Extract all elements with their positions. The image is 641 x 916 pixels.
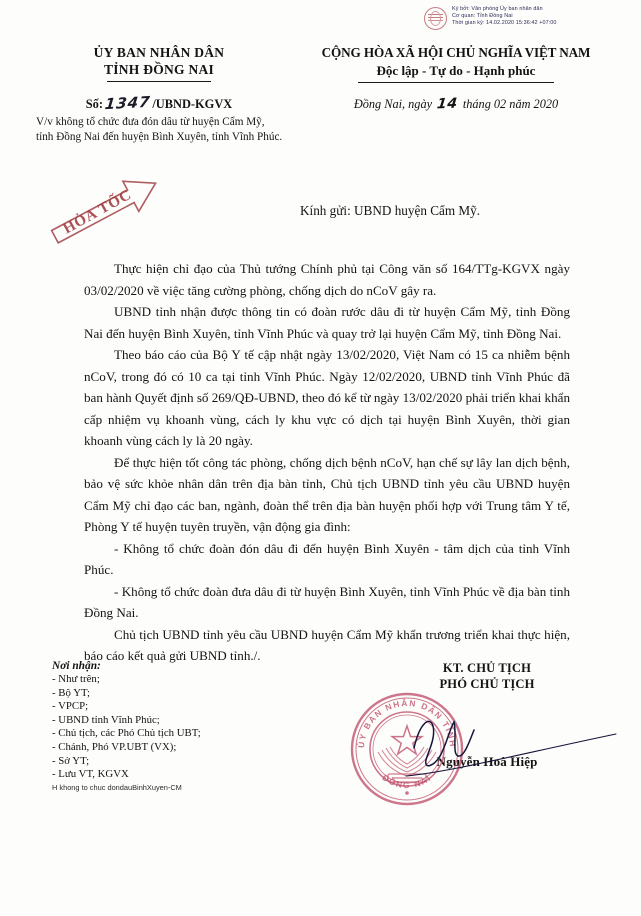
body-paragraph: Theo báo cáo của Bộ Y tế cập nhật ngày 13/02/2020, Việt Nam có 15 ca nhiễm bệnh nCoV, trong đó có 10 ca tại tỉnh Vĩnh Phúc. Ngày 12/02/2020, UBND tỉnh Vĩnh Phúc đã ban hành Quyết định số 269/QĐ-UBND, theo đó kể từ ngày 13/02/2020 phải triển khai khẩn cấp nhiệm vụ khoanh vùng, cách ly khu vực có dịch tại huyện Bình Xuyên, thời gian khoanh vùng cách ly là 20 ngày.	[84, 347, 570, 448]
organization-line-2: TỈNH ĐỒNG NAI	[103, 62, 215, 77]
document-number-handwritten: 1347	[103, 93, 152, 114]
body-paragraph: UBND tỉnh nhận được thông tin có đoàn rước dâu đi từ huyện Cẩm Mỹ, tỉnh Đồng Nai đến huyện Bình Xuyên, tỉnh Vĩnh Phúc và quay trở lại huyện Cẩm Mỹ, tỉnh Đồng Nai.	[84, 304, 570, 341]
header-issuing-authority	[34, 44, 284, 144]
header-divider-right	[358, 82, 554, 83]
body-paragraph: Thực hiện chỉ đạo của Thủ tướng Chính phủ tại Công văn số 164/TTg-KGVX ngày 03/02/2020 về việc tăng cường phòng, chống dịch do nCoV gây ra.	[84, 261, 570, 298]
body-paragraph: Chủ tịch UBND tỉnh yêu cầu UBND huyện Cẩm Mỹ khẩn trương triển khai thực hiện, báo cáo kết quả gửi UBND tỉnh./.	[84, 626, 570, 663]
digital-signature-signer: Ký bởi: Văn phòng Ủy ban nhân dân	[452, 6, 543, 12]
date-prefix: Đồng Nai, ngày	[353, 97, 433, 112]
signer-name: Nguyễn Hoà Hiệp	[436, 754, 538, 769]
signer-role-line-1: KT. CHỦ TỊCH	[442, 661, 532, 675]
recipient-line: Kính gửi: UBND huyện Cẩm Mỹ.	[300, 203, 481, 218]
list-item: - VPCP;	[52, 700, 89, 713]
list-item: - Chủ tịch, các Phó Chủ tịch UBT;	[52, 727, 201, 740]
svg-text:ỦY BAN NHÂN DÂN TỈNH: ỦY BAN NHÂN DÂN TỈNH	[355, 697, 459, 749]
date-year: năm 2020	[509, 97, 559, 112]
digital-signature-text	[452, 6, 557, 28]
signature-block	[372, 660, 602, 770]
recipients-title: Nơi nhận:	[52, 660, 101, 672]
list-item: - UBND tỉnh Vĩnh Phúc;	[52, 713, 160, 726]
file-reference-note: H khong to chuc dondauBinhXuyen-CM	[52, 782, 182, 792]
recipients-block	[52, 660, 292, 793]
list-item: - Bộ YT;	[52, 686, 90, 699]
list-item: - Chánh, Phó VP.UBT (VX);	[52, 740, 177, 753]
date-month: tháng 02	[462, 97, 507, 112]
document-footer	[0, 660, 641, 820]
document-subject: V/v không tổ chức đưa đón dâu từ huyện Cẩm Mỹ, tỉnh Đồng Nai đến huyện Bình Xuyên, tỉnh Vĩnh Phúc.	[36, 116, 283, 143]
national-motto: Độc lập - Tự do - Hạnh phúc	[376, 63, 536, 78]
urgent-stamp	[44, 176, 172, 250]
urgent-arrow-icon	[44, 176, 172, 250]
list-item: - Như trên;	[52, 673, 100, 685]
date-line	[288, 96, 624, 112]
document-number-prefix: Số:	[85, 97, 103, 112]
list-item: - Sở YT;	[52, 754, 90, 767]
organization-line-1: ỦY BAN NHÂN DÂN	[93, 45, 225, 60]
digital-signature-timestamp: Thời gian ký: 14.02.2020 15:36:42 +07:00	[452, 20, 557, 27]
header-divider-left	[107, 81, 211, 82]
date-day-handwritten: 14	[436, 95, 459, 113]
list-item: - Lưu VT, KGVX	[52, 768, 129, 781]
digital-signature-agency: Cơ quan: Tỉnh Đồng Nai	[452, 13, 513, 20]
nation-name: CỘNG HÒA XÃ HỘI CHỦ NGHĨA VIỆT NAM	[321, 45, 591, 60]
svg-text:ĐỒNG NAI: ĐỒNG NAI	[380, 772, 434, 791]
digital-signature-seal-icon	[424, 7, 447, 30]
body-bullet-item: - Không tổ chức đoàn đón dâu đi đến huyện Bình Xuyên - tâm dịch của tỉnh Vĩnh Phúc.	[84, 540, 570, 577]
document-body	[84, 258, 570, 667]
digital-signature-banner	[424, 6, 557, 30]
body-paragraph: Để thực hiện tốt công tác phòng, chống dịch bệnh nCoV, hạn chế sự lây lan dịch bệnh, bảo vệ sức khỏe nhân dân trên địa bàn tỉnh, Chủ tịch UBND tỉnh yêu cầu UBND huyện Cẩm Mỹ chỉ đạo các ban, ngành, đoàn thể trên địa bàn huyện phối hợp với Trung tâm Y tế, Phòng Y tế huyện tuyên truyền, vận động gia đình:	[84, 454, 570, 534]
document-number-suffix: /UBND-KGVX	[152, 97, 233, 112]
document-number	[34, 94, 284, 112]
urgent-stamp-label: HỎA TỐC	[60, 186, 135, 238]
header-national-title	[288, 44, 624, 112]
body-bullet-item: - Không tổ chức đoàn đưa dâu đi từ huyện Bình Xuyên, tỉnh Vĩnh Phúc về địa bàn tỉnh Đồng Nai.	[84, 583, 570, 620]
recipients-list	[52, 673, 292, 782]
signer-role-line-2: PHÓ CHỦ TỊCH	[439, 677, 535, 691]
